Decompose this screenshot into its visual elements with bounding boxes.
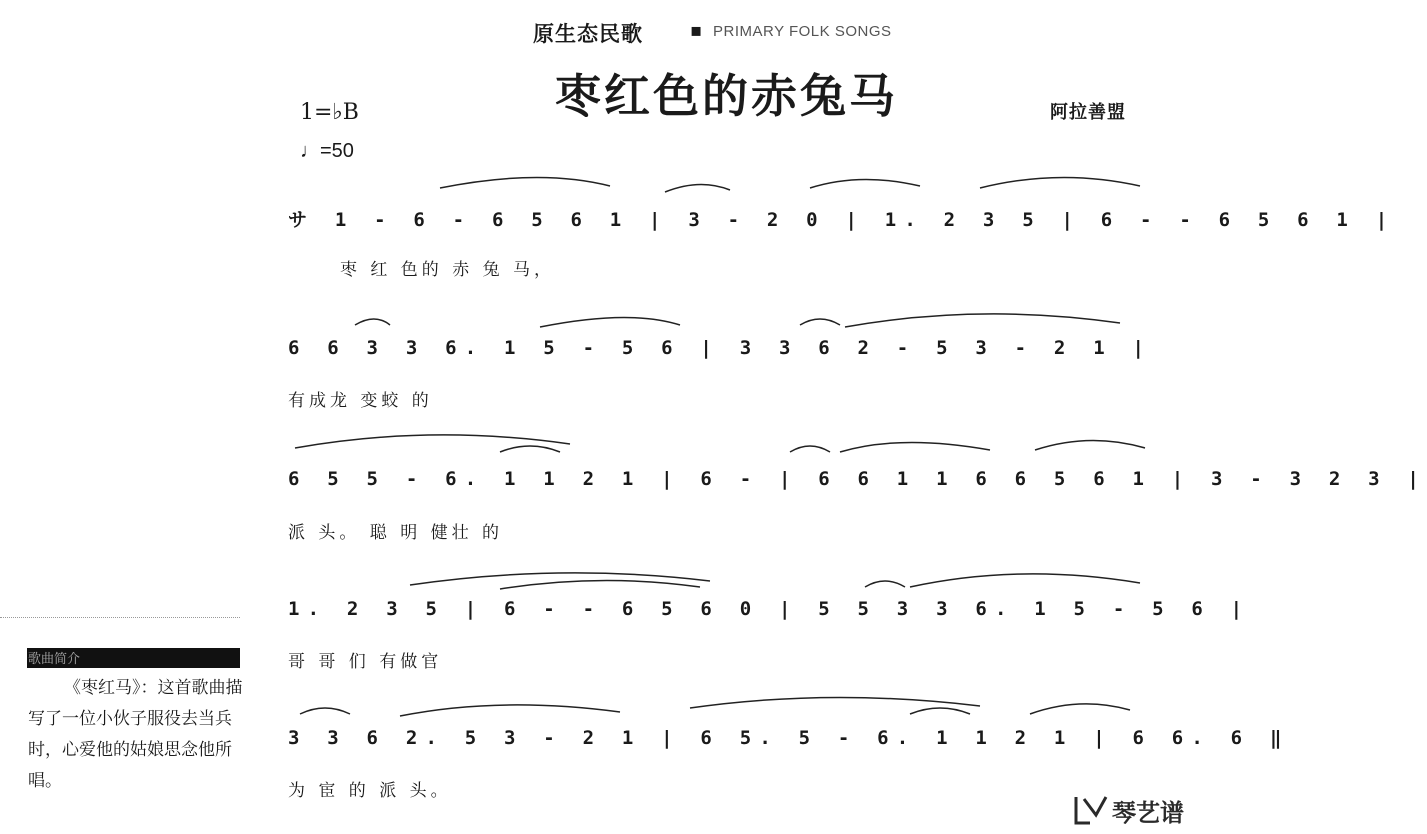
song-region: 阿拉善盟 [1050, 102, 1126, 123]
score-music-2: 6 6 3 3 6. 1 5 - 5 6 | 3 3 6 2 - 5 3 - 2 1 | [288, 337, 1153, 359]
series-title-english: PRIMARY FOLK SONGS [713, 23, 892, 40]
score-lyrics-2: 有成龙 变蛟 的 [288, 391, 433, 411]
score-lyrics-5: 为 宦 的 派 头。 [288, 781, 452, 801]
song-title: 枣红色的赤兔马 [555, 69, 898, 123]
score-lyrics-3: 派 头。 聪 明 健壮 的 [288, 523, 504, 543]
slur-overlays-1 [300, 170, 1180, 210]
score-music-3: 6 5 5 - 6. 1 1 2 1 | 6 - | 6 6 1 1 6 6 5 6 1 | 3 - 3 2 3 | [288, 468, 1427, 490]
score-music-1: サ 1 - 6 - 6 5 6 1 | 3 - 2 0 | 1. 2 3 5 | 6 - - 6 5 6 1 | [288, 209, 1396, 231]
slur-overlays-3 [300, 430, 1180, 470]
intro-heading: 歌曲简介 [28, 652, 81, 667]
series-separator: ▪ [690, 20, 703, 41]
series-title: 原生态民歌 [533, 22, 643, 46]
score-lyrics-1: 枣 红 色的 赤 兔 马， [340, 260, 556, 280]
slur-overlays-5 [300, 690, 1180, 730]
tempo-mark: ♩=50 [300, 140, 354, 162]
key-signature: 1=♭B [300, 100, 359, 125]
score-music-4: 1. 2 3 5 | 6 - - 6 5 6 0 | 5 5 3 3 6. 1 5 - 5 6 | [288, 598, 1251, 620]
score-music-5: 3 3 6 2. 5 3 - 2 1 | 6 5. 5 - 6. 1 1 2 1 | 6 6. 6 ‖ [288, 727, 1290, 749]
qinyipu-logo-icon [1072, 793, 1112, 827]
score-lyrics-4: 哥 哥 们 有做官 [288, 652, 443, 672]
logo-text: 琴艺谱 [1112, 799, 1184, 827]
intro-text: 《枣红马》：这首歌曲描写了一位小伙子服役去当兵时，心爱他的姑娘思念他所唱。 [28, 678, 243, 791]
sidebar-divider [0, 617, 240, 618]
